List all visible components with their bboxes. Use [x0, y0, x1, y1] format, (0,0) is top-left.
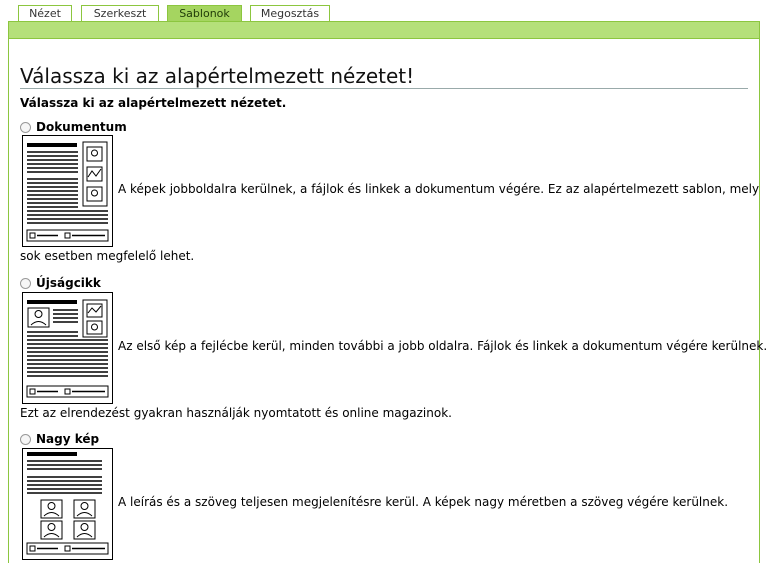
- page-title: Válassza ki az alapértelmezett nézetet!: [20, 64, 415, 88]
- option-label-dokumentum: Dokumentum: [36, 120, 127, 134]
- large-image-layout-icon[interactable]: [22, 448, 113, 560]
- option-description-nagy-kep: A leírás és a szöveg teljesen megjelenítésre kerül. A képek nagy méretben a szöveg végére kerülnek.: [118, 495, 729, 509]
- option-nagy-kep[interactable]: [20, 431, 99, 447]
- option-ujsagcikk[interactable]: [20, 275, 101, 291]
- tab-bar: [0, 0, 768, 22]
- tab-megosztas[interactable]: Megosztás: [250, 5, 330, 21]
- option-dokumentum[interactable]: [20, 119, 127, 135]
- option-label-nagy-kep: Nagy kép: [36, 432, 100, 446]
- title-divider: [20, 88, 748, 89]
- newspaper-layout-icon[interactable]: [22, 292, 113, 404]
- content-panel: [8, 39, 760, 563]
- radio-nagy-kep[interactable]: [20, 434, 31, 445]
- radio-dokumentum[interactable]: [20, 122, 31, 133]
- page-subtitle: Válassza ki az alapértelmezett nézetet.: [20, 96, 287, 110]
- tab-sablonok[interactable]: Sablonok: [167, 5, 242, 22]
- toolbar-band: [8, 21, 760, 39]
- option-description-cont-ujsagcikk: Ezt az elrendezést gyakran használják nyomtatott és online magazinok.: [20, 406, 452, 420]
- tab-szerkeszt[interactable]: Szerkeszt: [81, 5, 159, 21]
- document-layout-icon[interactable]: [22, 135, 113, 247]
- option-description-cont-dokumentum: sok esetben megfelelő lehet.: [20, 249, 195, 263]
- option-description-ujsagcikk: Az első kép a fejlécbe kerül, minden további a jobb oldalra. Fájlok és linkek a dokumentum végére kerülnek.: [118, 339, 768, 353]
- option-description-dokumentum: A képek jobboldalra kerülnek, a fájlok és linkek a dokumentum végére. Ez az alapértelmezett sablon, mely: [118, 182, 760, 196]
- tab-nezet[interactable]: Nézet: [18, 5, 72, 21]
- option-label-ujsagcikk: Újságcikk: [36, 276, 101, 290]
- radio-ujsagcikk[interactable]: [20, 278, 31, 289]
